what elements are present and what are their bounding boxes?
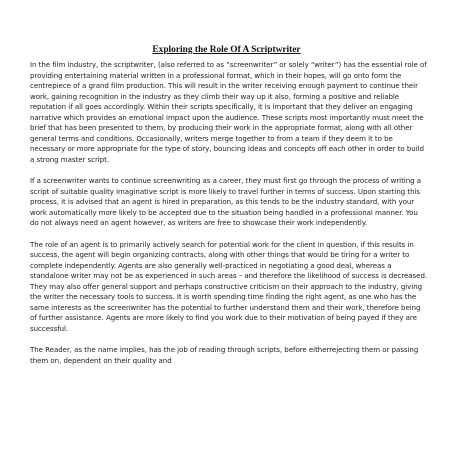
paragraph-reader-role: The Reader, as the name implies, has the job of reading through scripts, before eitherrejecting them or passing them on, dependent on their quality and	[30, 345, 419, 365]
paragraph-agent-role: The role of an agent is to primarily actively search for potential work for the client in question, if this results in success, the agent will begin organizing contracts, along with other things that would be tiring for a writer to complete independently. Agents are also generally well-practiced in negotiating a good deal, whereas a standalone writer may not be as experienced in such areas – and therefore the likelihood of success is decreased. They may also offer general support and perhaps constructive criticism on their approach to the industry, giving the writer the necessary tools to success. It is worth spending time finding the right agent, as one who has the same interests as the screenwriter has the potential to further understand them and their work, therefore being of further assistance. Agents are more likely to find you work due to their motivation of being payed if they are successful.	[30, 239, 428, 333]
document-body	[30, 60, 428, 377]
paragraph-screenwriting-career: If a screenwriter wants to continue screenwriting as a career, they must first go through the process of writing a script of suitable quality imaginative script is more likely to travel further in terms of success. Upon starting this process, it is advised that an agent is hired in preparation, as this tends to be the industry standard, with your work automatically more likely to be accepted due to the situation being handled in a professional manner. You do not always need an agent however, as writers are free to showcase their work independently.	[30, 176, 422, 227]
paragraph-scriptwriter-role: In the film industry, the scriptwriter, (also referred to as “screenwriter” or solely “writer”) has the essential role of providing entertaining material written in a professional format, which in their hopes, will go onto form the centrepiece of a grand film production. This will result in the writer receiving enough payment to continue their work, gaining recognition in the industry as they climb their way up it also, forming a positive and reliable reputation if all goes accordingly. Within their scripts specifically, it is important that they deliver an engaging narrative which provides an emotional impact upon the audience. These scripts most importantly must meet the brief that has been presented to them, by producing their work in the appropriate format, along with all other general terms and conditions. Occasionally, writers merge together to from a team if they deem it to be necessary or more appropriate for the type of story, bouncing ideas and concepts off each other in order to build a strong master script.	[30, 60, 427, 164]
document-title: Exploring the Role Of A Scriptwriter	[152, 45, 301, 55]
